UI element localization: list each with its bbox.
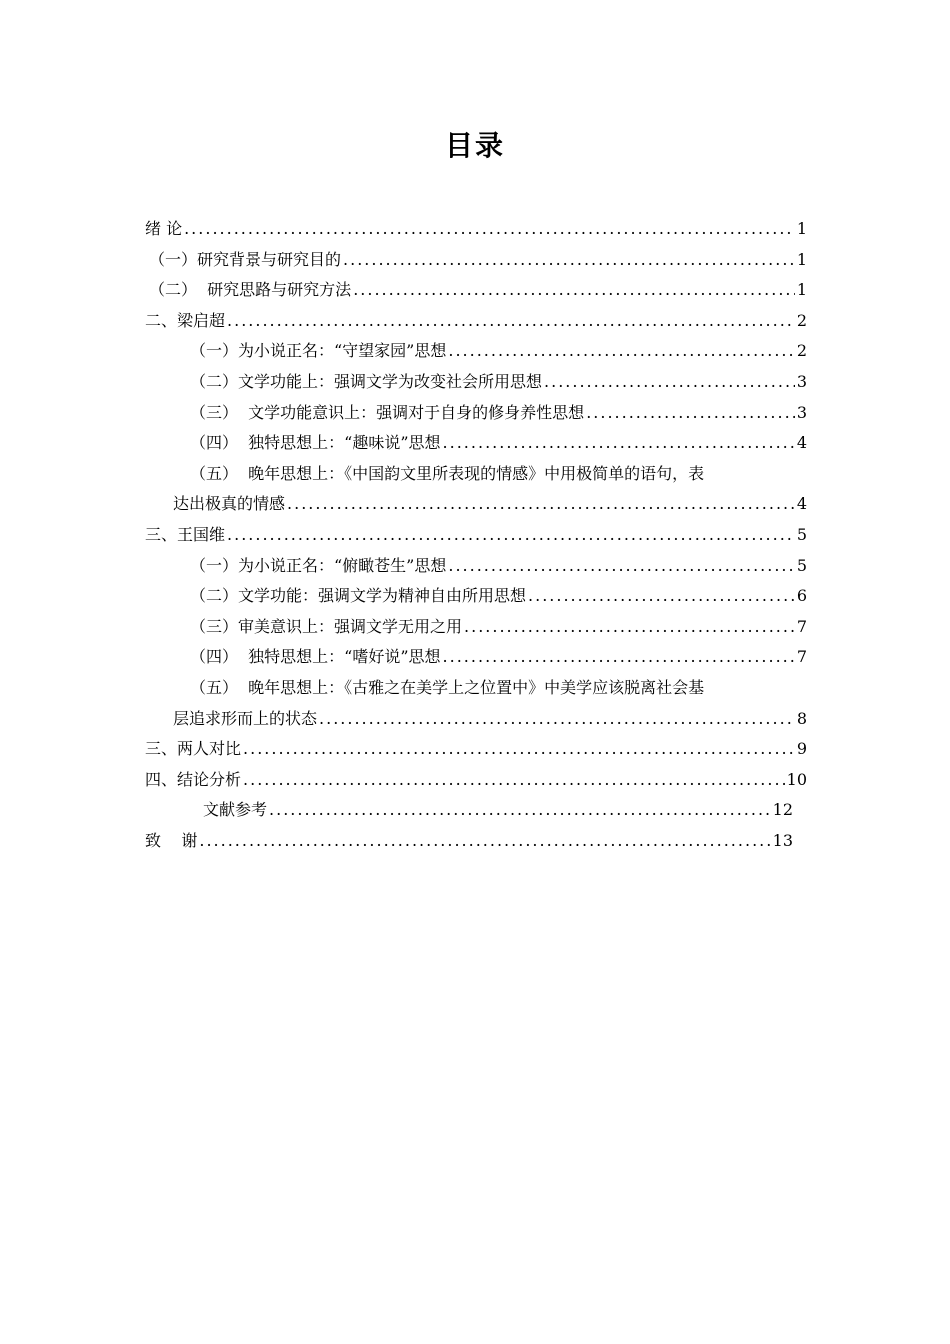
toc-entry-method[interactable] [145,275,807,306]
toc-page-number: 12 [772,800,793,820]
toc-label: （三） 文学功能意识上：强调对于自身的修身养性思想 [190,402,585,422]
toc-entry-liang-3[interactable] [145,398,807,429]
toc-leader [269,795,771,826]
toc-page-number: 5 [796,555,807,575]
toc-entry-wang-3[interactable] [145,612,807,643]
toc-entry-liang-qichao[interactable] [145,306,807,337]
toc-entry-background[interactable] [145,245,807,276]
toc-label: 四、结论分析 [145,769,242,789]
toc-leader [243,765,785,796]
page-title: 目录 [444,129,505,162]
toc-leader [464,612,795,643]
toc-leader [287,489,795,520]
table-of-contents [145,214,807,856]
toc-entry-wang-2[interactable] [145,581,807,612]
toc-page-number: 7 [796,647,807,667]
toc-entry-comparison[interactable] [145,734,807,765]
toc-leader [319,704,795,735]
toc-entry-references[interactable] [145,795,807,826]
toc-label: （五） 晚年思想上：《古雅之在美学上之位置中》中美学应该脱离社会基 [190,677,705,697]
toc-page-number: 8 [796,708,807,728]
toc-page-number: 4 [796,433,807,453]
toc-leader [528,581,795,612]
toc-label: 层追求形而上的状态 [173,708,318,728]
toc-leader [448,551,794,582]
toc-page-number: 1 [796,219,807,238]
toc-page-number: 13 [772,830,793,850]
toc-label: 致 谢 [145,830,198,850]
toc-entry-conclusion[interactable] [145,765,807,796]
toc-page-number: 3 [796,371,807,391]
toc-page-number: 1 [796,249,807,269]
toc-page-number: 6 [796,586,807,606]
toc-label: 二、梁启超 [145,310,226,330]
toc-leader [243,734,795,765]
toc-page-number: 9 [796,739,807,759]
toc-entry-liang-4[interactable] [145,428,807,459]
toc-label: （五） 晚年思想上：《中国韵文里所表现的情感》中用极简单的语句，表 [190,463,705,483]
toc-entry-intro[interactable] [145,214,807,245]
toc-entry-wang-5[interactable] [145,704,807,735]
toc-entry-liang-2[interactable] [145,367,807,398]
toc-entry-liang-5-line1[interactable] [145,459,807,490]
toc-label: （一）为小说正名：“守望家园”思想 [190,341,447,361]
toc-entry-liang-1[interactable] [145,336,807,367]
toc-page-number: 2 [796,341,807,361]
toc-leader [184,214,795,245]
toc-leader [586,398,795,429]
toc-page-number: 10 [786,769,807,789]
toc-label: 达出极真的情感 [173,494,286,514]
toc-label: （二）文学功能上：强调文学为改变社会所用思想 [190,371,543,391]
toc-leader [343,245,795,276]
toc-entry-wang-5-line1[interactable] [145,673,807,704]
toc-leader [227,306,795,337]
toc-page-number: 7 [796,616,807,636]
toc-label: （一）研究背景与研究目的 [149,249,342,269]
toc-label: 绪 论 [145,219,183,238]
toc-label: （一）为小说正名：“俯瞰苍生”思想 [190,555,447,575]
toc-label: （四） 独特思想上：“趣味说”思想 [190,433,441,453]
toc-page-number: 3 [796,402,807,422]
toc-leader [443,428,795,459]
toc-leader [353,275,795,306]
toc-label: （二） 研究思路与研究方法 [149,280,352,300]
toc-page-number: 4 [796,494,807,514]
toc-leader [544,367,795,398]
toc-label: （四） 独特思想上：“嗜好说”思想 [190,647,441,667]
toc-entry-acknowledgements[interactable] [145,826,807,857]
toc-label: 文献参考 [203,800,268,820]
toc-leader [227,520,795,551]
toc-page-number: 5 [796,524,807,544]
toc-leader [199,826,770,857]
toc-entry-wang-4[interactable] [145,642,807,673]
toc-label: （三）审美意识上：强调文学无用之用 [190,616,463,636]
toc-label: 三、王国维 [145,524,226,544]
toc-page-number: 1 [796,280,807,300]
toc-label: 三、两人对比 [145,739,242,759]
toc-label: （二）文学功能：强调文学为精神自由所用思想 [190,586,527,606]
toc-leader [443,642,795,673]
toc-entry-wang-1[interactable] [145,551,807,582]
toc-leader [448,336,794,367]
toc-page-number: 2 [796,310,807,330]
toc-entry-wang-guowei[interactable] [145,520,807,551]
toc-entry-liang-5[interactable] [145,489,807,520]
